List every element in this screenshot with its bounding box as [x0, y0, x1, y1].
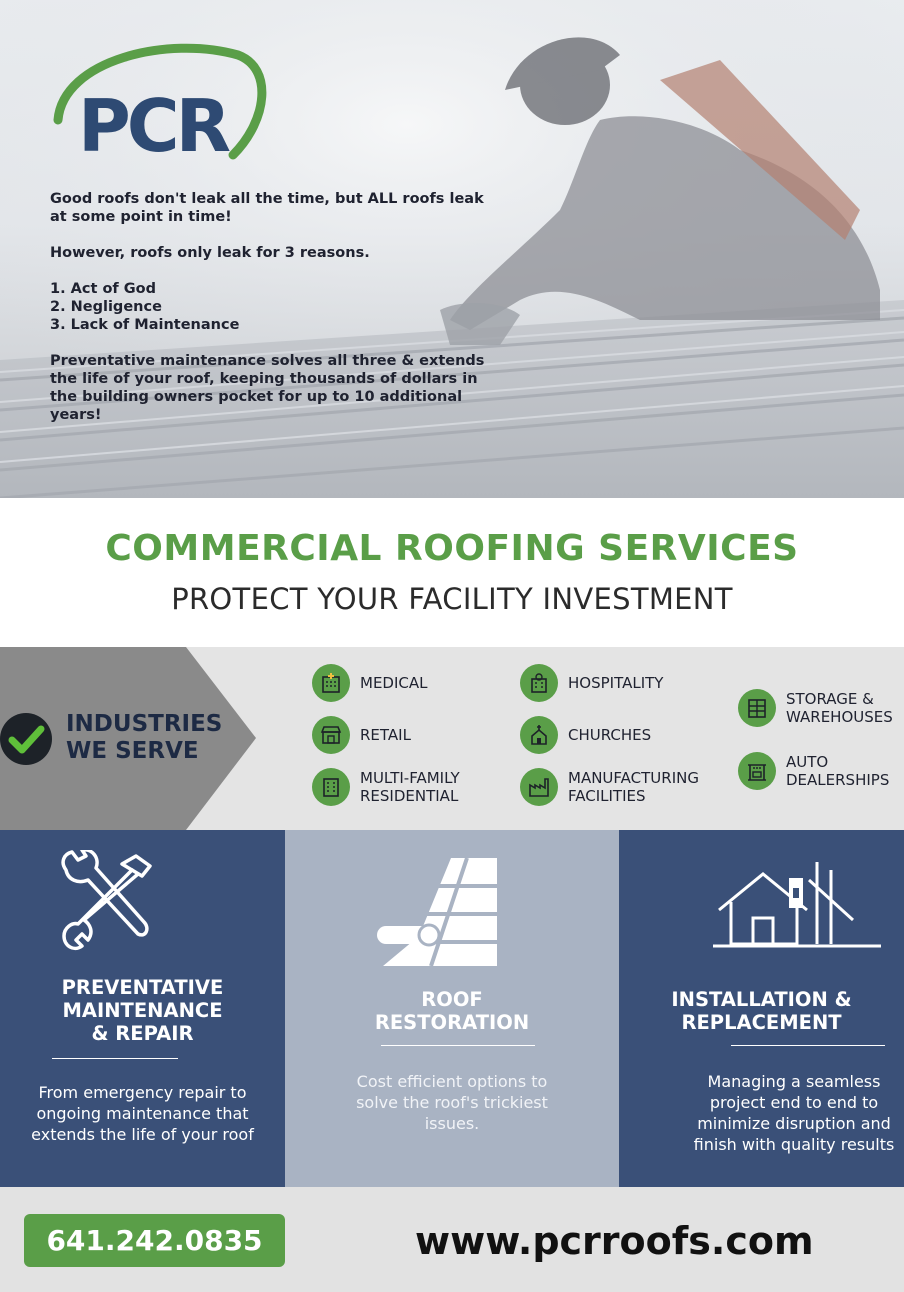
industry-multifamily	[312, 768, 460, 806]
page-subtitle: PROTECT YOUR FACILITY INVESTMENT	[171, 582, 733, 616]
service-divider	[381, 1045, 535, 1046]
service-panel-installation	[619, 830, 904, 1187]
hero-line-2: However, roofs only leak for 3 reasons.	[50, 245, 370, 261]
logo: PCR	[78, 84, 228, 168]
service-title: PREVENTATIVE MAINTENANCE & REPAIR	[61, 976, 224, 1045]
reason-item: 2. Negligence	[50, 299, 162, 315]
page-title: COMMERCIAL ROOFING SERVICES	[105, 528, 799, 569]
industry-churches	[520, 716, 651, 754]
industry-label: MANUFACTURING FACILITIES	[568, 769, 699, 805]
industry-label: AUTO DEALERSHIPS	[786, 753, 890, 789]
reason-item: 1. Act of God	[50, 281, 157, 297]
industry-label: STORAGE & WAREHOUSES	[786, 690, 893, 726]
hero-copy	[50, 190, 490, 442]
storefront-icon	[312, 716, 350, 754]
service-divider	[52, 1058, 178, 1059]
industry-auto	[738, 752, 889, 790]
industry-retail	[312, 716, 411, 754]
church-icon	[520, 716, 558, 754]
house-construction-icon	[713, 860, 885, 948]
tools-icon	[52, 850, 158, 956]
medical-building-icon	[312, 664, 350, 702]
factory-icon	[520, 768, 558, 806]
dealership-icon	[738, 752, 776, 790]
warehouse-icon	[738, 689, 776, 727]
service-panel-maintenance	[0, 830, 285, 1187]
service-description: Cost efficient options to solve the roof's trickiest issues.	[356, 1072, 548, 1133]
phone-number-button[interactable]: 641.242.0835	[24, 1214, 285, 1267]
reason-item: 3. Lack of Maintenance	[50, 317, 240, 333]
service-title: INSTALLATION & REPLACEMENT	[671, 988, 852, 1034]
industry-label: CHURCHES	[568, 726, 652, 744]
industry-label: HOSPITALITY	[568, 674, 664, 692]
service-description: Managing a seamless project end to end to minimize disruption and finish with quality results	[693, 1072, 895, 1154]
roll-roofing-icon	[373, 856, 501, 966]
checkmark-icon	[0, 713, 52, 765]
industry-label: MULTI-FAMILY RESIDENTIAL	[360, 769, 460, 805]
hero-line-1: Good roofs don't leak all the time, but ALL roofs leak at some point in time!	[50, 191, 484, 225]
website-link[interactable]: www.pcrroofs.com	[415, 1219, 814, 1263]
reasons-list	[50, 280, 490, 334]
apartment-icon	[312, 768, 350, 806]
industry-manufacturing	[520, 768, 699, 806]
industry-label: MEDICAL	[360, 674, 428, 692]
hero-section	[0, 0, 904, 498]
industry-medical	[312, 664, 428, 702]
hotel-icon	[520, 664, 558, 702]
industry-label: RETAIL	[360, 726, 411, 744]
service-panel-restoration	[285, 830, 619, 1187]
industry-storage	[738, 689, 893, 727]
industries-heading: INDUSTRIES WE SERVE	[66, 711, 223, 764]
industry-hospitality	[520, 664, 663, 702]
service-title: ROOF RESTORATION	[374, 988, 530, 1034]
service-divider	[731, 1045, 885, 1046]
hero-line-3: Preventative maintenance solves all three & extends the life of your roof, keeping thousands of dollars in the building owners pocket for up to 10 additional years!	[50, 353, 485, 423]
service-description: From emergency repair to ongoing maintenance that extends the life of your roof	[31, 1083, 254, 1144]
